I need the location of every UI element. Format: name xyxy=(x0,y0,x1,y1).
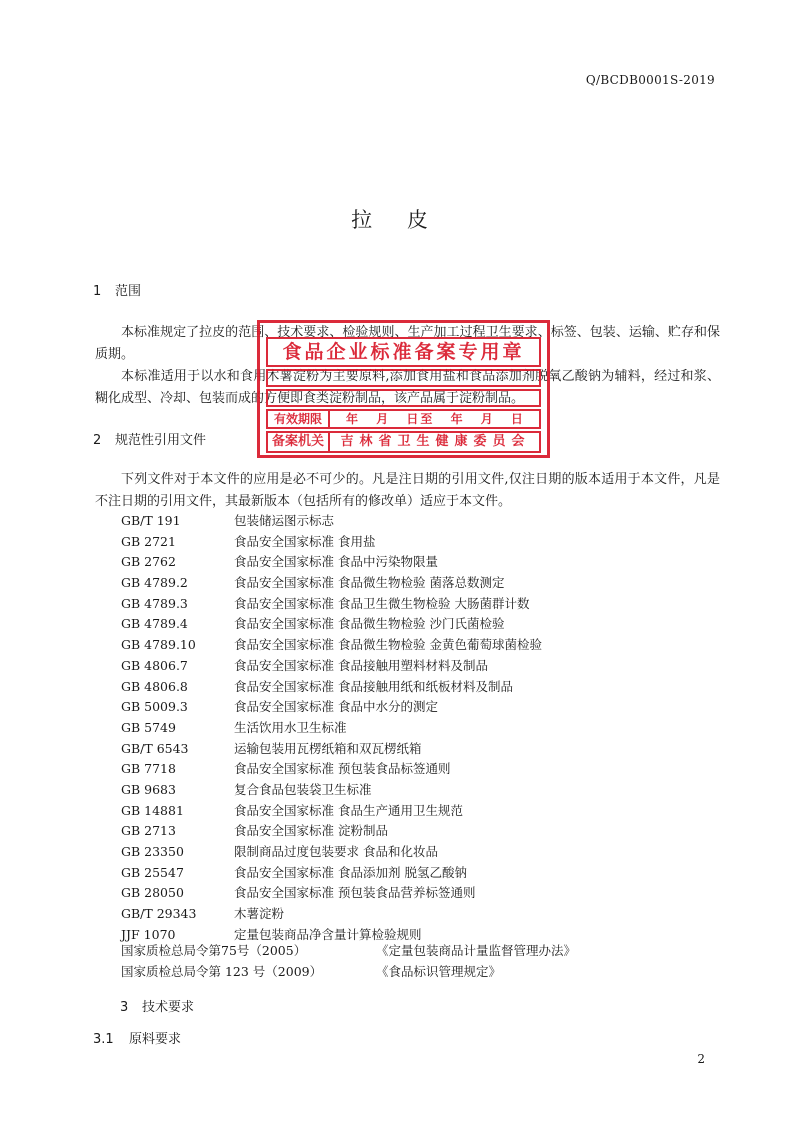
reference-title: 生活饮用水卫生标准 xyxy=(234,719,347,735)
reference-title: 包装储运图示标志 xyxy=(234,513,335,528)
reference-item xyxy=(121,718,542,739)
reference-item xyxy=(121,552,542,573)
reference-title: 食品安全国家标准 食品接触用塑料材料及制品 xyxy=(234,657,488,673)
reference-title: 食品安全国家标准 食品中水分的测定 xyxy=(234,699,438,715)
reference-code: GB 4789.3 xyxy=(121,595,188,611)
scope-paragraph-1: 本标准规定了拉皮的范围、技术要求、检验规则、生产加工过程卫生要求、标签、包装、运输、贮存和保质期。 xyxy=(95,325,720,362)
reference-code: GB/T 29343 xyxy=(121,906,197,922)
reference-title: 食品安全国家标准 预包装食品营养标签通则 xyxy=(234,885,476,901)
reference-title: 定量包装商品净含量计算检验规则 xyxy=(234,926,422,942)
reference-code: GB 4806.8 xyxy=(121,678,188,694)
reference-title: 食品安全国家标准 食品生产通用卫生规范 xyxy=(234,802,463,818)
stamp-validity-row xyxy=(266,409,541,429)
section-2-heading xyxy=(93,429,206,448)
stamp-agency-row xyxy=(266,431,541,453)
reference-item xyxy=(121,759,542,780)
reference-code: GB 2762 xyxy=(121,554,176,570)
stamp-blank-row xyxy=(266,389,541,407)
reference-item xyxy=(121,532,542,553)
reference-title: 食品安全国家标准 食品添加剂 脱氢乙酸钠 xyxy=(234,864,467,880)
regulation-name: 国家质检总局令第75号（2005） xyxy=(121,943,307,958)
reference-code: GB 25547 xyxy=(121,864,184,880)
section-3-1-heading xyxy=(93,1028,181,1047)
stamp-agency-label: 备案机关 xyxy=(268,433,330,451)
reference-code: GB 2713 xyxy=(121,823,176,839)
reference-code: GB/T 191 xyxy=(121,513,181,528)
reference-item xyxy=(121,863,542,884)
stamp-validity-label: 有效期限 xyxy=(268,411,330,427)
page-number: 2 xyxy=(697,1052,705,1066)
page-title: 拉 皮 xyxy=(351,208,442,232)
reference-title: 食品安全国家标准 食品卫生微生物检验 大肠菌群计数 xyxy=(234,595,530,611)
reference-item xyxy=(121,635,542,656)
reference-item xyxy=(121,821,542,842)
reference-title: 限制商品过度包装要求 食品和化妆品 xyxy=(234,844,438,859)
reference-item xyxy=(121,697,542,718)
reference-item xyxy=(121,780,542,801)
reference-title: 运输包装用瓦楞纸箱和双瓦楞纸箱 xyxy=(234,740,422,756)
reference-item xyxy=(121,573,542,594)
section-number: 1 xyxy=(93,284,102,299)
references-intro: 下列文件对于本文件的应用是必不可少的。凡是注日期的引用文件,仅注日期的版本适用于本文件，凡是不注日期的引用文件，其最新版本（包括所有的修改单）适应于本文件。 xyxy=(95,472,720,509)
reference-title: 食品安全国家标准 食品微生物检验 菌落总数测定 xyxy=(234,575,505,591)
reference-title: 食品安全国家标准 食品接触用纸和纸板材料及制品 xyxy=(234,678,513,694)
regulation-item xyxy=(121,941,576,959)
filing-stamp xyxy=(257,320,550,458)
reference-code: GB 5009.3 xyxy=(121,699,188,715)
regulation-item xyxy=(121,962,501,980)
stamp-validity-value: 年 月 日至 年 月 日 xyxy=(346,412,525,426)
reference-title: 木薯淀粉 xyxy=(234,906,285,922)
reference-item xyxy=(121,842,542,863)
reference-item xyxy=(121,614,542,635)
reference-code: GB 28050 xyxy=(121,885,184,901)
section-number: 2 xyxy=(93,433,102,448)
reference-title: 食品安全国家标准 食品微生物检验 金黄色葡萄球菌检验 xyxy=(234,637,542,653)
reference-item xyxy=(121,656,542,677)
section-title: 范围 xyxy=(115,284,142,299)
regulation-name: 国家质检总局令第 123 号（2009） xyxy=(121,964,323,979)
reference-code: GB 4806.7 xyxy=(121,657,188,673)
regulation-title: 《食品标识管理规定》 xyxy=(376,964,502,979)
reference-title: 食品安全国家标准 食用盐 xyxy=(234,533,376,549)
stamp-agency-value: 吉林省卫生健康委员会 xyxy=(340,434,531,449)
scope-paragraph-2: 本标准适用于以水和食用木薯淀粉为主要原料,添加食用盐和食品添加剂脱氧乙酸钠为辅料，经过和浆、糊化成型、冷却、包装而成的方便即食类淀粉制品，该产品属于淀粉制品。 xyxy=(95,369,720,406)
section-number: 3.1 xyxy=(93,1032,114,1047)
reference-code: GB 4789.10 xyxy=(121,637,196,653)
reference-code: GB/T 6543 xyxy=(121,740,189,756)
section-title: 技术要求 xyxy=(142,1000,195,1015)
section-3-heading xyxy=(120,996,194,1015)
reference-item xyxy=(121,883,542,904)
reference-title: 食品安全国家标准 食品中污染物限量 xyxy=(234,554,438,570)
section-title: 原料要求 xyxy=(129,1032,182,1047)
section-1-heading xyxy=(93,280,141,299)
reference-code: GB 4789.4 xyxy=(121,616,188,632)
reference-title: 食品安全国家标准 淀粉制品 xyxy=(234,823,388,839)
reference-item xyxy=(121,801,542,822)
reference-item xyxy=(121,594,542,615)
reference-item xyxy=(121,511,542,532)
reference-list xyxy=(121,511,542,945)
reference-item xyxy=(121,677,542,698)
reference-code: GB 4789.2 xyxy=(121,575,188,591)
stamp-blank-row xyxy=(266,369,541,387)
reference-code: GB 7718 xyxy=(121,761,176,777)
regulation-title: 《定量包装商品计量监督管理办法》 xyxy=(376,943,577,958)
reference-code: GB 23350 xyxy=(121,844,184,859)
reference-title: 复合食品包装袋卫生标准 xyxy=(234,781,372,797)
stamp-title: 食品企业标准备案专用章 xyxy=(266,337,541,367)
section-number: 3 xyxy=(120,1000,129,1015)
section-title: 规范性引用文件 xyxy=(115,433,207,448)
reference-item xyxy=(121,904,542,925)
reference-title: 食品安全国家标准 食品微生物检验 沙门氏菌检验 xyxy=(234,616,505,632)
reference-code: GB 9683 xyxy=(121,781,176,797)
reference-item xyxy=(121,739,542,760)
reference-code: JJF 1070 xyxy=(121,926,176,942)
reference-code: GB 2721 xyxy=(121,533,176,549)
reference-title: 食品安全国家标准 预包装食品标签通则 xyxy=(234,761,451,777)
reference-code: GB 5749 xyxy=(121,719,176,735)
reference-code: GB 14881 xyxy=(121,802,184,818)
document-number: Q/BCDB0001S-2019 xyxy=(585,73,715,87)
